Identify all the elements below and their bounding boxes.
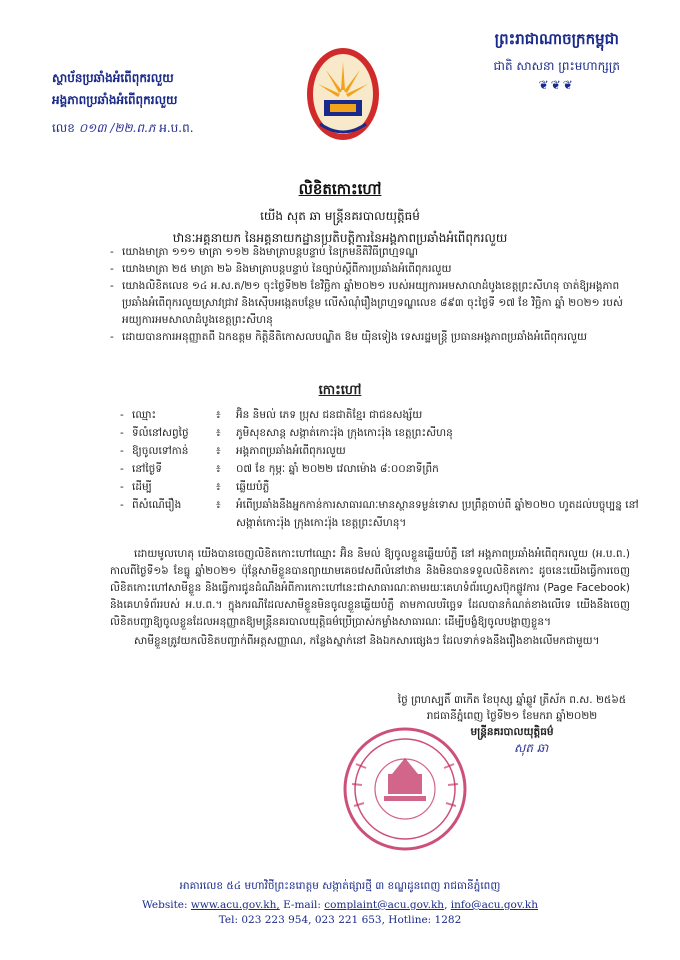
field-value-purpose: ឆ្លើយបំភ្លឺ bbox=[236, 481, 270, 493]
footer-contacts: Website: www.acu.gov.kh, E-mail: complaint@acu.gov.kh, info@acu.gov.kh bbox=[141, 899, 539, 911]
website-link[interactable]: www.acu.gov.kh, bbox=[190, 899, 280, 911]
footer bbox=[0, 880, 680, 926]
field-row: - ឱ្យចូលទៅកាន់ ៖ អង្គភាពប្រឆាំងអំពើពុករលួយ bbox=[120, 442, 640, 460]
field-label-destination: ឱ្យចូលទៅកាន់ bbox=[132, 445, 189, 457]
field-row: - នៅថ្ងៃទី ៖ ០៧ ខែ កុម្ភៈ ឆ្នាំ ២០២២ វេលាម៉ោង ៨:០០នាទីព្រឹក bbox=[120, 460, 640, 478]
document-title: លិខិតកោះហៅ bbox=[298, 180, 382, 198]
field-row: - ទីលំនៅសព្វថ្ងៃ ៖ ភូមិសុខសាន្ត សង្កាត់កោះរ៉ុង ក្រុងកោះរ៉ុង ខេត្តព្រះសីហនុ bbox=[120, 424, 640, 442]
reference-value: ០១៣ /២២.ព.ភ bbox=[78, 121, 156, 135]
field-label-address: ទីលំនៅសព្វថ្ងៃ bbox=[132, 427, 189, 439]
reference-item: - ដោយបានការអនុញ្ញាតពី ឯកឧត្តម កិត្តិនីតិកោសលបណ្ឌិត ឱម យ៉ិនទៀង ទេសរដ្ឋមន្ត្រី ប្រធានអង្គភាពប្រឆាំងអំពើពុករលួយ bbox=[110, 329, 630, 346]
field-value-date: ០៧ ខែ កុម្ភៈ ឆ្នាំ ២០២២ វេលាម៉ោង ៨:០០នាទីព្រឹក bbox=[236, 463, 439, 475]
website-label: Website: bbox=[141, 899, 188, 911]
field-label-date: នៅថ្ងៃទី bbox=[132, 463, 162, 475]
field-label-purpose: ដើម្បី bbox=[132, 481, 152, 493]
email-link-info[interactable]: info@acu.gov.kh bbox=[450, 899, 539, 911]
issuer-position: ឋានៈអគ្គនាយក នៃអគ្គនាយកដ្ឋានប្រតិបត្តិការនៃអង្គភាពប្រឆាំងអំពើពុករលួយ bbox=[172, 231, 508, 245]
reference-number bbox=[52, 120, 194, 138]
agency-header bbox=[52, 70, 194, 138]
reference-item: - យោងលិខិតលេខ ១៤ អ.ស.ត/២១ ចុះថ្ងៃទី២២ ខែវិច្ឆិកា ឆ្នាំ២០២១ របស់អយ្យការអមសាលាដំបូងខេត្តព្រះសីហនុ ចាត់ឱ្យអង្គភាពប្រឆាំងអំពើពុករលួយស្រាវជ្រាវ និងស៊ើបអង្កេតបន្ថែម លើសំណុំរឿងព្រហ្មទណ្ឌលេខ ៨៩៣ ចុះថ្ងៃទី ១៧ ខែ វិច្ឆិកា ឆ្នាំ ២០២១ របស់អយ្យការអមសាលាដំបូងខេត្តព្រះសីហនុ bbox=[110, 278, 630, 329]
reference-item: - យោងមាត្រា ១១១ មាត្រា ១១២ និងមាត្រាបន្តបន្ទាប់ នៃក្រមនីតិវិធីព្រហ្មទណ្ឌ bbox=[110, 244, 630, 261]
lunar-date: ថ្ងៃ ព្រហស្បតិ៍ ៣កើត ខែបុស្ស ឆ្នាំឆ្លូវ ត្រីស័ក ព.ស. ២៥៦៥ bbox=[397, 694, 627, 706]
summon-fields bbox=[120, 406, 640, 532]
footer-phone: Tel: 023 223 954, 023 221 653, Hotline: 1282 bbox=[218, 914, 462, 926]
field-row: - ពីសំណើរឿង ៖ អំពើប្រឆាំងនឹងអ្នកកាន់ការសាធារណៈមានស្ថានទម្ងន់ទោស ប្រព្រឹត្តចាប់ពី ឆ្នាំ២០២០ ហូតដល់បច្ចុប្បន្ន នៅសង្កាត់កោះរ៉ុង ក្រុងកោះរ៉ុង ខេត្តព្រះសីហនុ។ bbox=[120, 496, 640, 532]
signer-title: មន្ត្រីនគរបាលយុត្តិធម៌ bbox=[470, 726, 554, 738]
email-label: E-mail: bbox=[283, 899, 321, 911]
issuer-line: យើង សុត ឆា មន្ត្រីនគរបាលយុត្តិធម៌ bbox=[260, 209, 420, 223]
body-paragraph: សាមីខ្លួនត្រូវយកលិខិតបញ្ជាក់ពីអត្តសញ្ញាណ, កន្លែងស្នាក់នៅ និងឯកសារផ្សេងៗ ដែលទាក់ទងនឹងរឿងខាងលើមកជាមួយ។ bbox=[134, 635, 600, 647]
summon-heading: កោះហៅ bbox=[318, 383, 362, 398]
field-label-name: ឈ្មោះ bbox=[132, 409, 157, 421]
reference-item: - យោងមាត្រា ២៥ មាត្រា ២៦ និងមាត្រាបន្តបន្ទាប់ នៃច្បាប់ស្តីពីការប្រឆាំងអំពើពុករលួយ bbox=[110, 261, 630, 278]
field-value-address: ភូមិសុខសាន្ត សង្កាត់កោះរ៉ុង ក្រុងកោះរ៉ុង ខេត្តព្រះសីហនុ bbox=[236, 427, 453, 439]
document-title-block bbox=[0, 180, 680, 248]
legal-references bbox=[110, 244, 630, 346]
field-row: - ឈ្មោះ ៖ អ៊ិន និមល់ ភេទ ប្រុស ជនជាតិខ្មែរ ជាជនសង្ស័យ bbox=[120, 406, 640, 424]
ornament-divider: ❦❦❦ bbox=[538, 78, 575, 92]
footer-address: អាគារលេខ ៥៤ មហាវិថីព្រះនរោត្តម សង្កាត់ផ្សារថ្មី ៣ ខណ្ឌដូនពេញ រាជធានីភ្នំពេញ bbox=[179, 880, 501, 892]
body-paragraph: ដោយមូលហេតុ យើងបានចេញលិខិតកោះហៅឈ្មោះ អ៊ិន និមល់ ឱ្យចូលខ្លួនឆ្លើយបំភ្លឺ នៅ អង្គភាពប្រឆាំងអំពើពុករលួយ (អ.ប.ព.) កាលពីថ្ងៃទី១៦ ខែធ្នូ ឆ្នាំ២០២១ ប៉ុន្តែសាមីខ្លួនបានព្យាយាមគេចវេសពីលំនៅឋាន និងមិនបានទទួលលិខិតកោះ ដូចនេះយើងធ្វើការចេញលិខិតកោះហៅសាមីខ្លួន និងធ្វើការជូនដំណឹងអំពីការកោះហៅនេះជាសាធារណៈតាមរយៈគេហទំព័រហ្វេសប៊ុកផ្លូវការ (Page Facebook) និងគេហទំព័ររបស់ អ.ប.ព.។ ក្នុងករណីដែលសាមីខ្លួនមិនចូលខ្លួនឆ្លើយបំភ្លឺ តាមកាលបរិច្ឆេទ ដែលបានកំណត់ខាងលើទេ យើងនឹងចេញលិខិតបញ្ជាឱ្យចូលខ្លួនដែលអនុញ្ញាតឱ្យមន្ត្រីនគរបាលយុត្តិធម៌ប្រើប្រាស់កម្លាំងសាធារណៈ ដើម្បីបង្ខំឱ្យចូលបង្ហាញខ្លួន។ bbox=[110, 548, 630, 628]
reference-label: លេខ bbox=[52, 121, 75, 135]
kingdom-motto: ជាតិ សាសនា ព្រះមហាក្សត្រ bbox=[493, 59, 620, 73]
field-label-case: ពីសំណើរឿង bbox=[132, 499, 182, 511]
agency-unit: អង្គភាពប្រឆាំងអំពើពុករលួយ bbox=[52, 93, 178, 107]
kingdom-header bbox=[494, 30, 620, 92]
signer-name: សុត ឆា bbox=[514, 741, 549, 755]
issue-date: រាជធានីភ្នំពេញ ថ្ងៃទី២១ ខែមករា ឆ្នាំ២០២២ bbox=[426, 710, 598, 722]
official-seal-stamp bbox=[340, 724, 470, 854]
field-value-case: អំពើប្រឆាំងនឹងអ្នកកាន់ការសាធារណៈមានស្ថានទម្ងន់ទោស ប្រព្រឹត្តចាប់ពី ឆ្នាំ២០២០ ហូតដល់បច្ចុប្បន្ន នៅសង្កាត់កោះរ៉ុង ក្រុងកោះរ៉ុង ខេត្តព្រះសីហនុ។ bbox=[236, 499, 639, 529]
kingdom-title: ព្រះរាជាណាចក្រកម្ពុជា bbox=[494, 30, 619, 48]
field-row: - ដើម្បី ៖ ឆ្លើយបំភ្លឺ bbox=[120, 478, 640, 496]
reference-suffix: អ.ប.ព. bbox=[159, 121, 194, 135]
email-link-complaint[interactable]: complaint@acu.gov.kh bbox=[324, 899, 445, 911]
field-value-destination: អង្គភាពប្រឆាំងអំពើពុករលួយ bbox=[236, 445, 346, 457]
field-value-name: អ៊ិន និមល់ ភេទ ប្រុស ជនជាតិខ្មែរ ជាជនសង្ស័យ bbox=[236, 409, 423, 421]
body-text bbox=[110, 546, 630, 652]
acu-logo-emblem bbox=[304, 44, 382, 154]
agency-institution: ស្ថាប័នប្រឆាំងអំពើពុករលួយ bbox=[52, 71, 174, 85]
